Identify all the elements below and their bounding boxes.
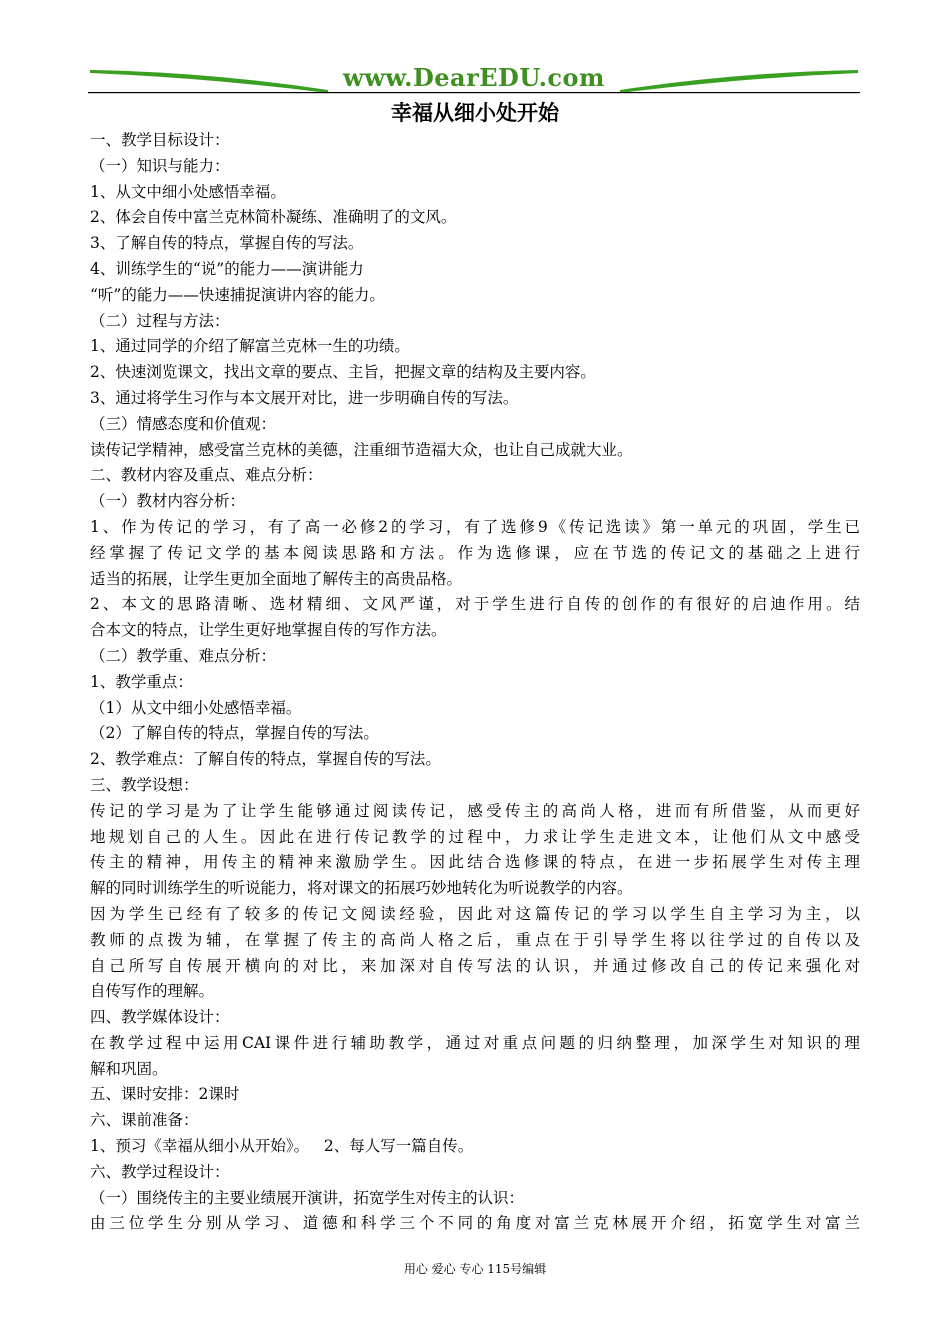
text-line: 教师的点拨为辅，在掌握了传主的高尚人格之后，重点在于引导学生将以往学过的自传以及 bbox=[90, 930, 860, 949]
text-line: 2、体会自传中富兰克林简朴凝练、准确明了的文风。 bbox=[90, 208, 457, 227]
text-line: （1）从文中细小处感悟幸福。 bbox=[90, 698, 302, 717]
text-line: 1、教学重点： bbox=[90, 672, 193, 691]
text-line: 1、预习《幸福从细小从开始》。 2、每人写一篇自传。 bbox=[90, 1137, 474, 1156]
subsection-heading: （三）情感态度和价值观： bbox=[90, 414, 277, 433]
text-line: 传记的学习是为了让学生能够通过阅读传记，感受传主的高尚人格，进而有所借鉴，从而更好 bbox=[90, 801, 860, 820]
text-line: “听”的能力——快速捕捉演讲内容的能力。 bbox=[90, 285, 385, 304]
text-line: 经掌握了传记文学的基本阅读思路和方法。作为选修课，应在节选的传记文的基础之上进行 bbox=[90, 543, 860, 562]
section-heading: 六、课前准备： bbox=[90, 1111, 199, 1130]
text-line: 解和巩固。 bbox=[90, 1059, 168, 1078]
text-line: 在教学过程中运用CAI课件进行辅助教学，通过对重点问题的归纳整理，加深学生对知识的理 bbox=[90, 1033, 860, 1052]
site-header-banner bbox=[88, 62, 860, 94]
section-heading: 四、教学媒体设计： bbox=[90, 1008, 230, 1027]
text-line: 2、教学难点：了解自传的特点，掌握自传的写法。 bbox=[90, 750, 441, 769]
document-body bbox=[90, 128, 860, 1237]
page-footer: 用心 爱心 专心 115号编辑 bbox=[403, 1262, 547, 1276]
section-heading: 五、课时安排：2课时 bbox=[90, 1085, 240, 1104]
section-heading: 三、教学设想： bbox=[90, 775, 199, 794]
text-line: 解的同时训练学生的听说能力，将对课文的拓展巧妙地转化为听说教学的内容。 bbox=[90, 879, 633, 898]
text-line: 适当的拓展，让学生更加全面地了解传主的高贵品格。 bbox=[90, 569, 463, 588]
text-line: 由三位学生分别从学习、道德和科学三个不同的角度对富兰克林展开介绍，拓宽学生对富兰 bbox=[90, 1214, 860, 1233]
subsection-heading: （一）围绕传主的主要业绩展开演讲，拓宽学生对传主的认识： bbox=[90, 1188, 525, 1207]
text-line: 1、作为传记的学习，有了高一必修2的学习，有了选修9《传记选读》第一单元的巩固，学生已 bbox=[90, 517, 860, 536]
text-line: 3、通过将学生习作与本文展开对比，进一步明确自传的写法。 bbox=[90, 388, 519, 407]
text-line: 合本文的特点，让学生更好地掌握自传的写作方法。 bbox=[90, 621, 447, 640]
subsection-heading: （二）过程与方法： bbox=[90, 311, 230, 330]
section-heading: 六、教学过程设计： bbox=[90, 1162, 230, 1181]
text-line: 自己所写自传展开横向的对比，来加深对自传写法的认识，并通过修改自己的传记来强化对 bbox=[90, 956, 860, 975]
text-line: 3、了解自传的特点，掌握自传的写法。 bbox=[90, 234, 364, 253]
text-line: 1、通过同学的介绍了解富兰克林一生的功绩。 bbox=[90, 337, 410, 356]
section-heading: 二、教材内容及重点、难点分析： bbox=[90, 466, 323, 485]
text-line: 读传记学精神，感受富兰克林的美德，注重细节造福大众，也让自己成就大业。 bbox=[90, 440, 633, 459]
text-line: 2、本文的思路清晰、选材精细、文风严谨，对于学生进行自传的创作的有很好的启迪作用。结 bbox=[90, 595, 860, 614]
subsection-heading: （二）教学重、难点分析： bbox=[90, 646, 277, 665]
text-line: 1、从文中细小处感悟幸福。 bbox=[90, 182, 286, 201]
text-line: 地规划自己的人生。因此在进行传记教学的过程中，力求让学生走进文本，让他们从文中感受 bbox=[90, 827, 860, 846]
text-line: 传主的精神，用传主的精神来激励学生。因此结合选修课的特点，在进一步拓展学生对传主理 bbox=[90, 853, 860, 872]
section-heading: 一、教学目标设计： bbox=[90, 131, 230, 149]
subsection-heading: （一）教材内容分析： bbox=[90, 492, 246, 511]
subsection-heading: （一）知识与能力： bbox=[90, 156, 230, 175]
text-line: 2、快速浏览课文，找出文章的要点、主旨，把握文章的结构及主要内容。 bbox=[90, 363, 596, 382]
text-line: （2）了解自传的特点，掌握自传的写法。 bbox=[90, 724, 379, 743]
text-line: 自传写作的理解。 bbox=[90, 982, 215, 1001]
document-title: 幸福从细小处开始 bbox=[391, 101, 559, 125]
site-url-logo: www.DearEDU.com bbox=[343, 63, 605, 92]
text-line: 因为学生已经有了较多的传记文阅读经验，因此对这篇传记的学习以学生自主学习为主，以 bbox=[90, 904, 860, 923]
text-line: 4、训练学生的“说”的能力——演讲能力 bbox=[90, 259, 364, 278]
